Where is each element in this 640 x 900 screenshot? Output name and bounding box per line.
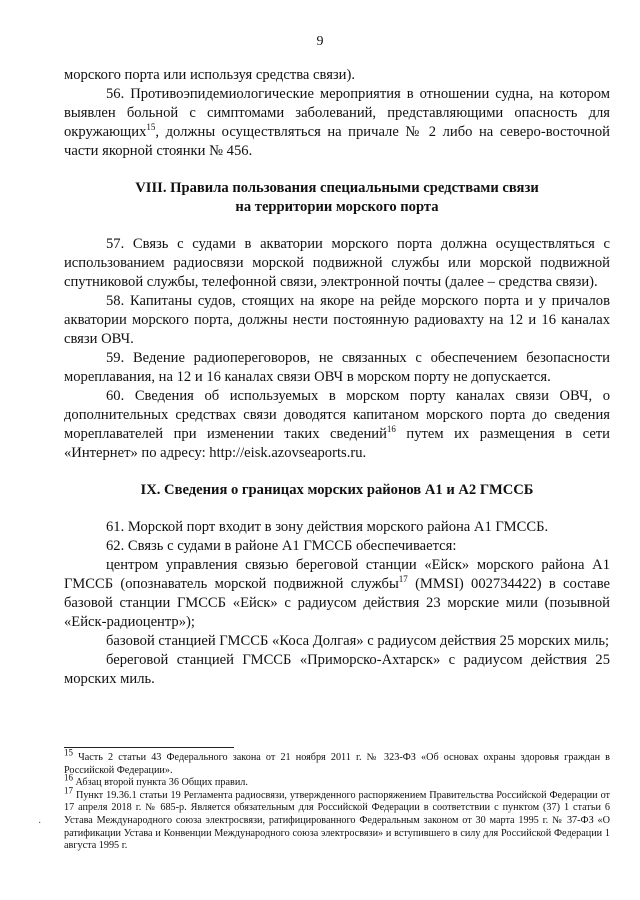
document-body <box>64 66 610 689</box>
paragraph-61: 61. Морской порт входит в зону действия морского района А1 ГМССБ. <box>106 519 549 535</box>
footnotes <box>64 747 610 853</box>
paragraph-56: 56. Противоэпидемиологические мероприятия в отношении судна, на котором выявлен больной с симптомами заболеваний, представляющими опасность для окружающих$^{15}$, должны осуществляться на причале № 2 либо на северо-восточной части якорной стоянки № 456. <box>64 86 610 159</box>
paragraph-62-item-2: базовой станцией ГМССБ «Коса Долгая» с радиусом действия 25 морских миль; <box>106 633 610 649</box>
paragraph-57: 57. Связь с судами в акватории морского порта должна осуществляться с использованием радиосвязи морской подвижной службы или морской подвижной спутниковой службы, телефонной связи, электронной почты (далее – средства связи). <box>64 236 610 290</box>
footnote-divider <box>64 747 234 748</box>
paragraph-62: 62. Связь с судами в районе А1 ГМССБ обеспечивается: <box>106 538 457 554</box>
paragraph-60: 60. Сведения об используемых в морском порту каналах связи ОВЧ, о дополнительных средствах связи доводятся капитаном морского порта до сведения мореплавателей при изменении таких сведений$^{16}$ путем их размещения в сети «Интернет» по адресу: http://eisk.azovseaports.ru. <box>64 388 610 461</box>
footnote-17: $^{17}$ Пункт 19.36.1 статьи 19 Регламента радиосвязи, утвержденного распоряжением Правительства Российской Федерации от 17 апреля 2018 г. № 685-р. Является обязательным для Российской Федерации в соответствии с пунктом (37) 1 статьи 6 Устава Международного союза электросвязи, ратифицированного Федеральным законом от 30 марта 1995 г. № 37-ФЗ «О ратификации Устава и Конвенции Международного союза электросвязи» и вступившего в силу для Российской Федерации 1 августа 1995 г. <box>64 785 610 852</box>
paragraph-59: 59. Ведение радиопереговоров, не связанных с обеспечением безопасности мореплавания, на 12 и 16 каналах связи ОВЧ в морском порту не допускается. <box>64 350 610 385</box>
footnote-16: $^{16}$ Абзац второй пункта 36 Общих правил. <box>64 772 248 789</box>
section-heading-8: VIII. Правила пользования специальными средствами связи на территории морского порта <box>135 180 539 215</box>
footnote-ref-16[interactable]: 16 <box>386 424 396 435</box>
section-heading-9: IX. Сведения о границах морских районов А1 и А2 ГМССБ <box>140 482 534 498</box>
footnote-ref-15[interactable]: 15 <box>146 122 156 133</box>
paragraph-62-item-3: береговой станцией ГМССБ «Приморско-Ахтарск» с радиусом действия 25 морских миль. <box>64 652 610 687</box>
paragraph-continuation: морского порта или используя средства связи). <box>64 67 355 83</box>
paragraph-58: 58. Капитаны судов, стоящих на якоре на рейде морского порта и у причалов акватории морского порта, должны нести постоянную радиовахту на 12 и 16 каналах связи ОВЧ. <box>64 293 610 347</box>
footnote-ref-17[interactable]: 17 <box>398 574 408 585</box>
page-number: 9 <box>316 34 324 49</box>
paragraph-62-item-1: центром управления связью береговой станции «Ейск» морского района А1 ГМССБ (опознаватель морской подвижной службы$^{17}$ (MMSI) 002734422) в составе базовой станции ГМССБ «Ейск» с радиусом действия 23 морские мили (позывной «Ейск-радиоцентр»); <box>64 557 610 630</box>
margin-mark: · <box>38 818 42 829</box>
footnote-15: $^{15}$ Часть 2 статьи 43 Федерального закона от 21 ноября 2011 г. № 323-ФЗ «Об основах охраны здоровья граждан в Российской Федерации». <box>64 747 610 776</box>
